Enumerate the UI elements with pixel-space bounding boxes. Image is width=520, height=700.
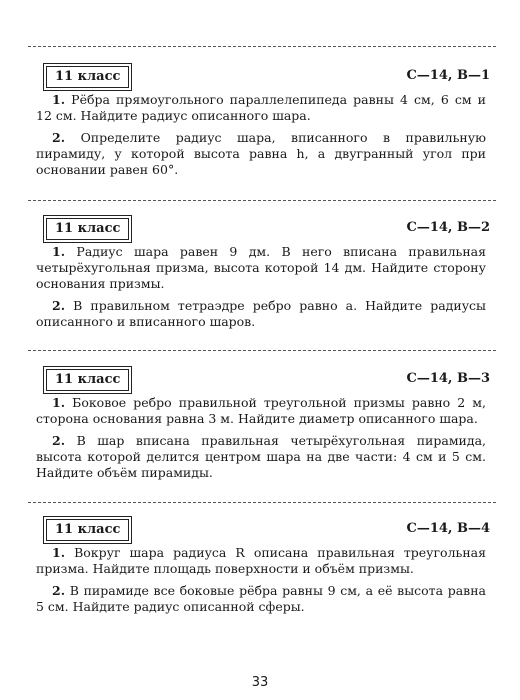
task-text: В шар вписана правильная четырёхугольная пирамида, высота которой делится центром шара на две части: 4 см и 5 см. Найдите объём пирамиды.: [36, 433, 486, 480]
task-2: [36, 583, 486, 615]
grade-label: 11 класс: [46, 218, 129, 240]
task-1: [36, 244, 486, 292]
page-number: 33: [251, 675, 269, 690]
task-text: Радиус шара равен 9 дм. В него вписана правильная четырёхугольная призма, высота которой 14 дм. Найдите сторону основания призмы.: [36, 244, 486, 291]
task-number: 2.: [52, 433, 66, 448]
grade-label: 11 класс: [46, 519, 129, 541]
task-number: 1.: [52, 92, 66, 107]
cut-line: [28, 46, 496, 47]
task-1: [36, 92, 486, 124]
task-2: [36, 433, 486, 481]
variant-card-1: [30, 66, 492, 178]
variant-card-2: [30, 218, 492, 330]
card-header: [30, 369, 492, 395]
grade-label: 11 класс: [46, 369, 129, 391]
task-text: Боковое ребро правильной треугольной призмы равно 2 м, сторона основания равна 3 м. Найдите диаметр описанного шара.: [36, 395, 486, 426]
cut-line: [28, 502, 496, 503]
task-2: [36, 130, 486, 178]
task-text: Определите радиус шара, вписанного в правильную пирамиду, у которой высота равна h, а двугранный угол при основании равен 60°.: [36, 130, 486, 177]
task-number: 2.: [52, 130, 66, 145]
variant-card-4: [30, 519, 492, 615]
task-2: [36, 298, 486, 330]
grade-label: 11 класс: [46, 66, 129, 88]
task-number: 1.: [52, 545, 66, 560]
variant-code: С—14, В—1: [406, 68, 490, 83]
task-1: [36, 395, 486, 427]
cut-line: [28, 350, 496, 351]
cut-line: [28, 200, 496, 201]
task-1: [36, 545, 486, 577]
task-number: 1.: [52, 244, 66, 259]
task-text: В правильном тетраэдре ребро равно a. Найдите радиусы описанного и вписанного шаров.: [36, 298, 486, 329]
task-text: Рёбра прямоугольного параллелепипеда равны 4 см, 6 см и 12 см. Найдите радиус описанного шара.: [36, 92, 486, 123]
task-text: Вокруг шара радиуса R описана правильная треугольная призма. Найдите площадь поверхности и объём призмы.: [36, 545, 487, 576]
task-number: 2.: [52, 298, 66, 313]
card-header: [30, 519, 492, 545]
card-header: [30, 218, 492, 244]
variant-code: С—14, В—4: [406, 521, 490, 536]
task-text: В пирамиде все боковые рёбра равны 9 см, а её высота равна 5 см. Найдите радиус описанной сферы.: [36, 583, 486, 614]
variant-code: С—14, В—3: [406, 371, 490, 386]
variant-code: С—14, В—2: [406, 220, 490, 235]
task-number: 2.: [52, 583, 66, 598]
variant-card-3: [30, 369, 492, 481]
task-number: 1.: [52, 395, 66, 410]
card-header: [30, 66, 492, 92]
